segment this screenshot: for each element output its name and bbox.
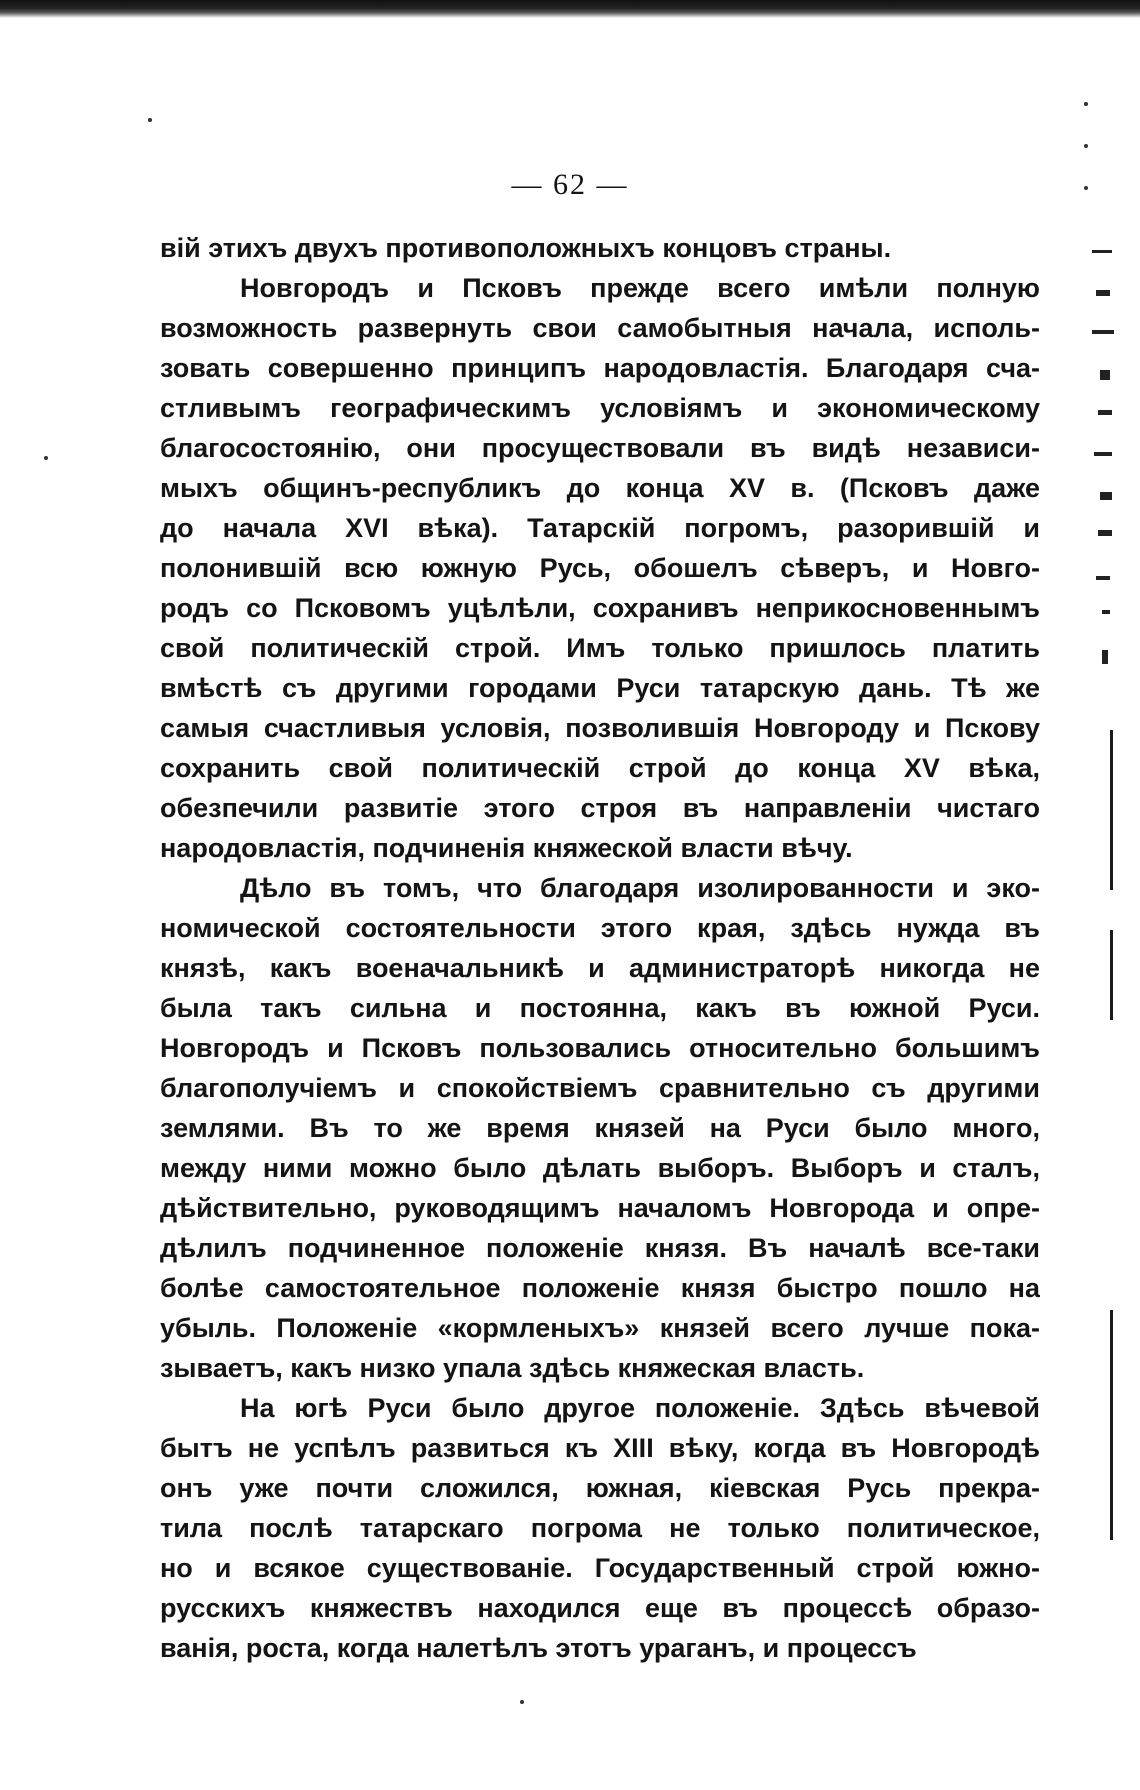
page-body-text [160, 228, 1040, 1668]
text-line: благополучіемъ и спокойствіемъ сравнительно съ другими [160, 1073, 1040, 1103]
text-line: родъ со Псковомъ уцѣлѣли, сохранивъ неприкосновеннымъ [160, 593, 1040, 623]
text-line: дѣйствительно, руководящимъ началомъ Новгорода и опре- [160, 1193, 1040, 1223]
text-line: номической состоятельности этого края, здѣсь нужда въ [160, 913, 1040, 943]
text-line: обезпечили развитіе этого строя въ направленіи чистаго [160, 793, 1040, 823]
text-line: самыя счастливыя условія, позволившія Новгороду и Пскову [160, 713, 1040, 743]
text-line: Дѣло въ томъ, что благодаря изолированности и эко- [240, 873, 1040, 903]
text-line: болѣе самостоятельное положеніе князя быстро пошло на [160, 1273, 1040, 1303]
scan-speck [1084, 102, 1088, 106]
text-line: убыль. Положеніе «кормленыхъ» князей всего лучше пока- [160, 1313, 1040, 1343]
text-line: онъ уже почти сложился, южная, кіевская Русь прекра- [160, 1473, 1040, 1503]
text-line: была такъ сильна и постоянна, какъ въ южной Руси. [160, 993, 1040, 1023]
text-line: зываетъ, какъ низко упала здѣсь княжеская власть. [160, 1353, 865, 1383]
text-line: сохранить свой политическій строй до конца XV вѣка, [160, 753, 1040, 783]
text-line: землями. Въ то же время князей на Руси было много, [160, 1113, 1040, 1143]
scan-speck [1084, 186, 1088, 190]
text-line: князѣ, какъ военачальникѣ и администраторѣ никогда не [160, 953, 1040, 983]
scan-speck [148, 118, 152, 122]
page-number: — 62 — [511, 168, 629, 201]
text-line: бытъ не успѣлъ развиться къ XIII вѣку, когда въ Новгородѣ [160, 1433, 1040, 1463]
scan-speck [520, 1700, 524, 1704]
text-line: тила послѣ татарскаго погрома не только политическое, [160, 1513, 1040, 1543]
text-line: полонившій всю южную Русь, обошелъ сѣверъ, и Новго- [160, 553, 1040, 583]
text-line: до начала XVI вѣка). Татарскій погромъ, разорившій и [160, 513, 1040, 543]
text-line: вій этихъ двухъ противоположныхъ концовъ страны. [160, 233, 892, 263]
text-line: русскихъ княжествъ находился еще въ процессѣ образо- [160, 1593, 1040, 1623]
text-line: благосостоянію, они просуществовали въ видѣ независи- [160, 433, 1040, 463]
text-line: зовать совершенно принципъ народовластія. Благодаря сча- [160, 353, 1040, 383]
text-line: Новгородъ и Псковъ пользовались относительно большимъ [160, 1033, 1040, 1063]
text-line: свой политическій строй. Имъ только пришлось платить [160, 633, 1040, 663]
text-line: ванія, роста, когда налетѣлъ этотъ ураганъ, и процессъ [160, 1633, 917, 1663]
text-line: дѣлилъ подчиненное положеніе князя. Въ началѣ все-таки [160, 1233, 1040, 1263]
scan-speck [1084, 144, 1088, 148]
text-line: но и всякое существованіе. Государственный строй южно- [160, 1553, 1040, 1583]
text-line: между ними можно было дѣлать выборъ. Выборъ и сталъ, [160, 1153, 1040, 1183]
scan-top-edge [0, 0, 1140, 18]
text-line: Новгородъ и Псковъ прежде всего имѣли полную [240, 273, 1040, 303]
text-line: На югѣ Руси было другое положеніе. Здѣсь вѣчевой [240, 1393, 1040, 1423]
text-line: возможность развернуть свои самобытныя начала, исполь- [160, 313, 1040, 343]
scan-right-margin-artifacts [1088, 230, 1138, 1610]
text-line: вмѣстѣ съ другими городами Руси татарскую дань. Тѣ же [160, 673, 1040, 703]
scan-speck [44, 456, 48, 460]
text-line: стливымъ географическимъ условіямъ и экономическому [160, 393, 1040, 423]
text-line: народовластія, подчиненія княжеской власти вѣчу. [160, 833, 853, 863]
text-line: мыхъ общинъ-республикъ до конца XV в. (Псковъ даже [160, 473, 1040, 503]
